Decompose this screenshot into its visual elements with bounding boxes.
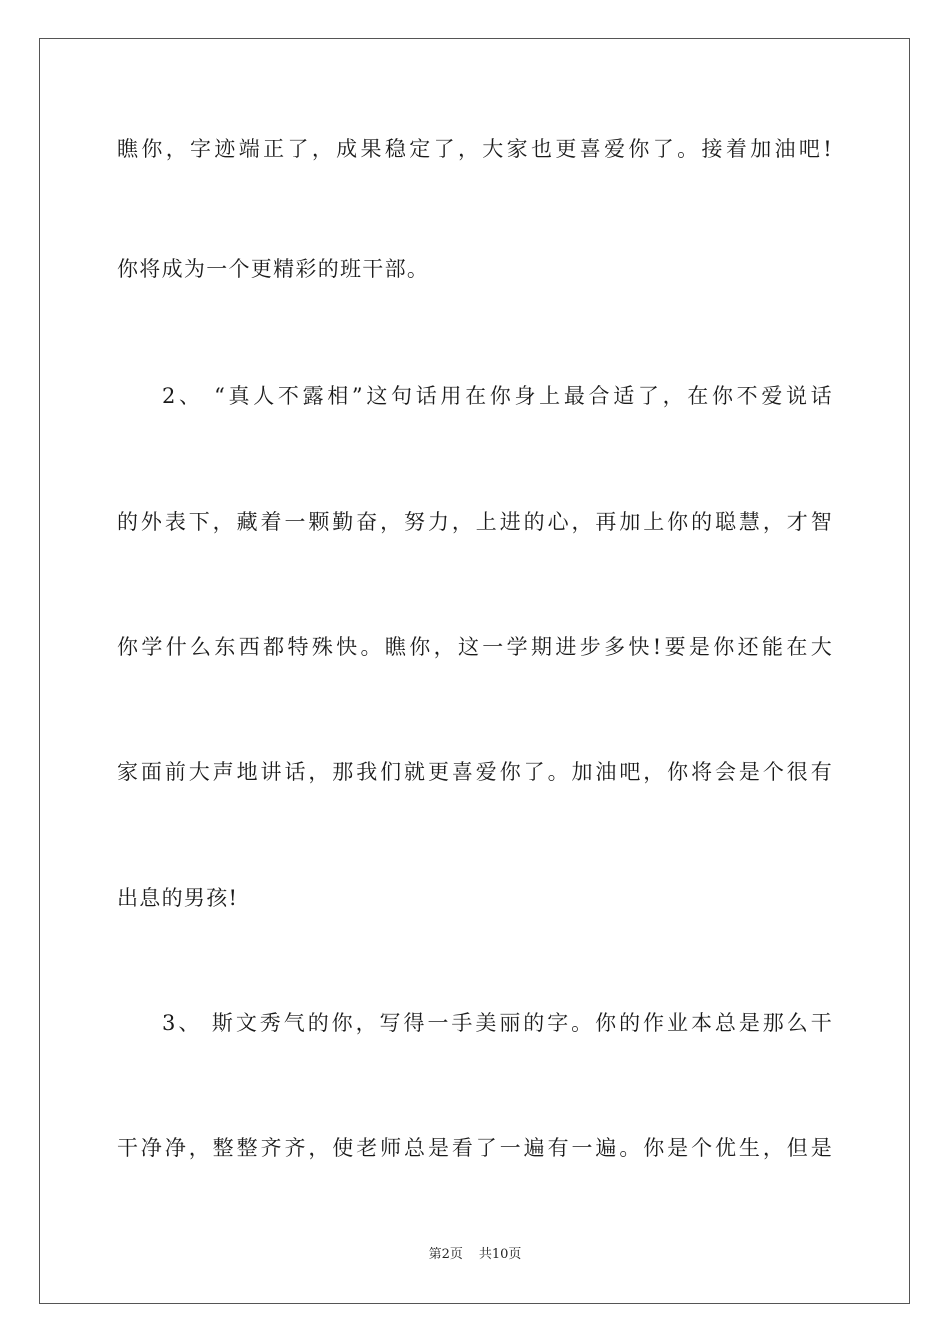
page-number-current: 第2页 [428, 1247, 463, 1262]
text-line-7: 出息的男孩! [117, 886, 239, 910]
text-line-9: 干净净，整整齐齐，使老师总是看了一遍有一遍。你是个优生，但是 [117, 1136, 833, 1160]
text-line-1: 瞧你，字迹端正了，成果稳定了，大家也更喜爱你了。接着加油吧! [117, 137, 833, 161]
text-line-3: 2、 “真人不露相”这句话用在你身上最合适了，在你不爱说话 [162, 384, 833, 408]
text-line-2: 你将成为一个更精彩的班干部。 [117, 257, 430, 281]
text-line-8: 3、 斯文秀气的你，写得一手美丽的字。你的作业本总是那么干 [162, 1011, 833, 1035]
text-line-6: 家面前大声地讲话，那我们就更喜爱你了。加油吧，你将会是个很有 [117, 760, 833, 784]
page-number-total: 共10页 [478, 1247, 522, 1262]
page-footer [0, 1246, 950, 1264]
page-border [39, 38, 910, 1304]
text-line-5: 你学什么东西都特殊快。瞧你，这一学期进步多快!要是你还能在大 [117, 635, 833, 659]
text-line-4: 的外表下，藏着一颗勤奋，努力，上进的心，再加上你的聪慧，才智 [117, 510, 833, 534]
